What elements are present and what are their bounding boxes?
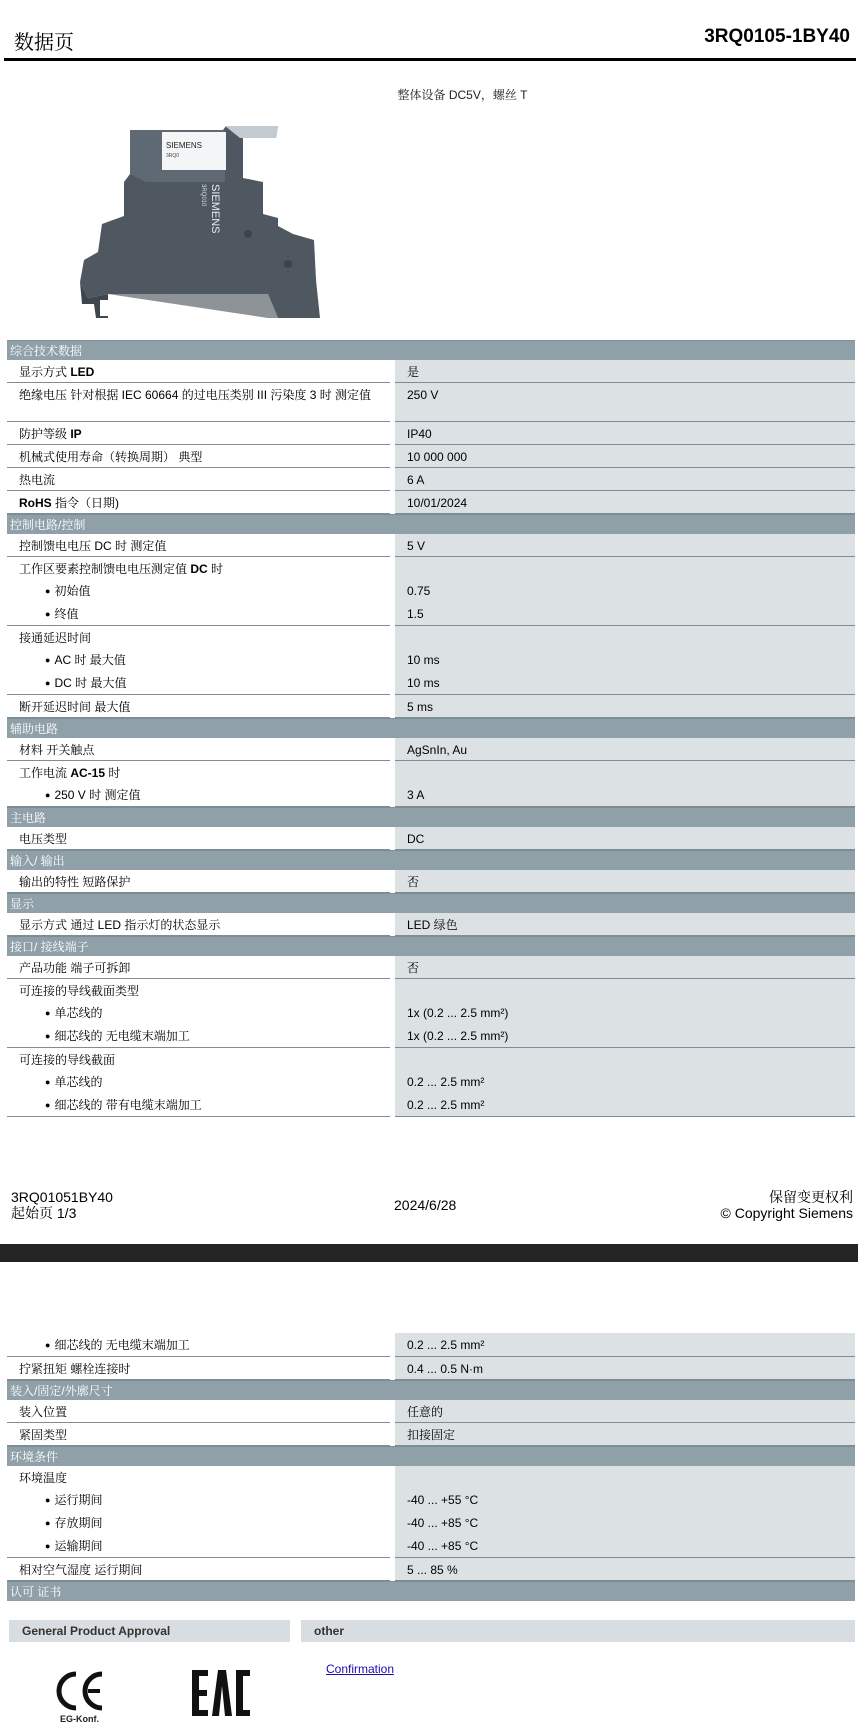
spec-label [7, 1466, 390, 1488]
spec-label-text: 绝缘电压 针对根据 IEC 60664 的过电压类别 III 污染度 3 时 测定值 [19, 388, 372, 402]
spec-value: AgSnIn, Au [395, 738, 855, 761]
product-description: 整体设备 DC5V，螺丝 T [397, 88, 528, 102]
spec-row [7, 445, 855, 468]
spec-label [7, 445, 390, 468]
spec-label [7, 1357, 390, 1380]
spec-label-text: 断开延迟时间 最大值 [19, 700, 131, 714]
spec-row [7, 648, 855, 671]
footer-article: 3RQ01051BY40 [11, 1189, 113, 1205]
spec-label-text: 紧固类型 [19, 1428, 68, 1442]
spec-label-text: 终值 [54, 607, 79, 621]
header-divider [4, 58, 856, 61]
spec-value: 扣接固定 [395, 1423, 855, 1446]
spec-row [7, 557, 855, 579]
spec-value: 10 000 000 [395, 445, 855, 468]
spec-value: 0.2 ... 2.5 mm² [395, 1333, 855, 1357]
spec-label [7, 491, 390, 514]
spec-label [7, 648, 390, 671]
spec-value: 250 V [395, 383, 855, 422]
spec-value: 否 [395, 870, 855, 893]
approval-table-header [9, 1620, 855, 1642]
eac-mark-icon [190, 1668, 252, 1718]
spec-value [395, 1048, 855, 1070]
spec-label [7, 579, 390, 602]
product-model-label: 3RQ0 [166, 153, 180, 159]
spec-label-text: DC [190, 562, 208, 576]
section-header: 环境条件 [7, 1446, 855, 1466]
spec-label-text: 防护等级 [19, 427, 71, 441]
spec-value: 1x (0.2 ... 2.5 mm²) [395, 1001, 855, 1024]
spec-value: -40 ... +85 °C [395, 1511, 855, 1534]
spec-label [7, 1070, 390, 1093]
spec-row [7, 579, 855, 602]
spec-label [7, 534, 390, 557]
spec-row [7, 1093, 855, 1117]
section-header: 主电路 [7, 807, 855, 827]
spec-label [7, 1488, 390, 1511]
page-separator [0, 1244, 858, 1262]
spec-row [7, 695, 855, 718]
footer-page: 起始页 1/3 [11, 1205, 77, 1221]
spec-label-text: 初始值 [54, 584, 91, 598]
spec-label-text: 运输期间 [54, 1539, 103, 1553]
spec-row [7, 1048, 855, 1070]
spec-row [7, 383, 855, 422]
product-side-brand: SIEMENS [209, 184, 221, 234]
spec-label [7, 1400, 390, 1423]
section-header: 装入/固定/外廓尺寸 [7, 1380, 855, 1400]
spec-row [7, 360, 855, 383]
spec-value: 1.5 [395, 602, 855, 626]
spec-label [7, 761, 390, 783]
spec-label [7, 1534, 390, 1558]
spec-label [7, 1001, 390, 1024]
ce-mark-label: EG-Konf. [60, 1714, 99, 1724]
spec-value: 10 ms [395, 648, 855, 671]
spec-value: IP40 [395, 422, 855, 445]
spec-value: LED 绿色 [395, 913, 855, 936]
spec-value: 否 [395, 956, 855, 979]
spec-value [395, 557, 855, 579]
spec-label-text: 显示方式 [19, 365, 71, 379]
footer-copyright: © Copyright Siemens [720, 1205, 853, 1221]
spec-label-text: 输出的特性 短路保护 [19, 875, 131, 889]
approval-col-other: other [301, 1620, 855, 1642]
spec-label [7, 870, 390, 893]
spec-row [7, 783, 855, 807]
spec-label-text: 拧紧扭矩 螺栓连接时 [19, 1362, 131, 1376]
section-header: 辅助电路 [7, 718, 855, 738]
section-header: 输入/ 输出 [7, 850, 855, 870]
product-image [78, 122, 322, 328]
spec-row [7, 1423, 855, 1446]
spec-label-text: 热电流 [19, 473, 56, 487]
spec-label [7, 783, 390, 807]
footer-rights: 保留变更权利 [769, 1189, 853, 1205]
spec-label [7, 383, 390, 422]
spec-row [7, 602, 855, 626]
spec-row [7, 956, 855, 979]
spec-value: -40 ... +55 °C [395, 1488, 855, 1511]
spec-label-text: 电压类型 [19, 832, 68, 846]
spec-label-text: 运行期间 [54, 1493, 103, 1507]
spec-label-text: 单芯线的 [54, 1075, 103, 1089]
spec-row [7, 468, 855, 491]
spec-value: 1x (0.2 ... 2.5 mm²) [395, 1024, 855, 1048]
section-header: 认可 证书 [7, 1581, 855, 1601]
spec-label-text: 环境温度 [19, 1471, 68, 1485]
product-side-model: 3RQ010 [200, 184, 206, 207]
page-header [0, 0, 858, 62]
approval-col-general: General Product Approval [9, 1620, 290, 1642]
spec-label [7, 422, 390, 445]
spec-label [7, 695, 390, 718]
spec-row [7, 827, 855, 850]
spec-row [7, 1400, 855, 1423]
spec-label [7, 626, 390, 648]
spec-row [7, 534, 855, 557]
spec-label [7, 1024, 390, 1048]
spec-value: 0.2 ... 2.5 mm² [395, 1093, 855, 1117]
spec-row [7, 1534, 855, 1558]
spec-row [7, 738, 855, 761]
spec-label-text: 指令（日期) [51, 496, 120, 510]
spec-label-text: 250 V 时 测定值 [54, 788, 141, 802]
spec-value [395, 626, 855, 648]
spec-label [7, 913, 390, 936]
spec-label-text: 可连接的导线截面类型 [19, 984, 140, 998]
spec-label [7, 671, 390, 695]
section-header: 控制电路/控制 [7, 514, 855, 534]
spec-label-text: 存放期间 [54, 1516, 103, 1530]
spec-value: 0.2 ... 2.5 mm² [395, 1070, 855, 1093]
datasheet-title: 数据页 [14, 32, 74, 54]
spec-label-text: 相对空气湿度 运行期间 [19, 1563, 143, 1577]
spec-value: 3 A [395, 783, 855, 807]
spec-label-text: LED [70, 365, 95, 379]
spec-label-text: 接通延迟时间 [19, 631, 92, 645]
spec-label-text: 显示方式 通过 LED 指示灯的状态显示 [19, 918, 221, 932]
footer-date: 2024/6/28 [394, 1197, 457, 1213]
spec-row [7, 913, 855, 936]
spec-label-text: 可连接的导线截面 [19, 1053, 116, 1067]
confirmation-link[interactable]: Confirmation [326, 1662, 395, 1676]
spec-row [7, 761, 855, 783]
spec-value: 0.4 ... 0.5 N·m [395, 1357, 855, 1380]
spec-label-text: AC 时 最大值 [54, 653, 126, 667]
spec-label [7, 1558, 390, 1581]
spec-label [7, 360, 390, 383]
spec-value: 10 ms [395, 671, 855, 695]
spec-label-text: 细芯线的 带有电缆末端加工 [54, 1098, 202, 1112]
ce-mark-icon [52, 1668, 112, 1724]
spec-label-text: 装入位置 [19, 1405, 68, 1419]
spec-label [7, 602, 390, 626]
spec-label [7, 557, 390, 579]
spec-row [7, 626, 855, 648]
spec-label-text: RoHS [19, 496, 52, 510]
spec-label-text: 细芯线的 无电缆末端加工 [54, 1338, 190, 1352]
spec-label [7, 1333, 390, 1357]
spec-value: 6 A [395, 468, 855, 491]
spec-row [7, 671, 855, 695]
spec-row [7, 1488, 855, 1511]
product-brand-label: SIEMENS [166, 141, 203, 150]
spec-row [7, 1024, 855, 1048]
section-header: 接口/ 接线端子 [7, 936, 855, 956]
spec-label [7, 1423, 390, 1446]
spec-value: 5 ms [395, 695, 855, 718]
spec-label [7, 1511, 390, 1534]
spec-row [7, 1070, 855, 1093]
spec-label-text: IP [70, 427, 82, 441]
spec-label-text: 工作区要素控制馈电电压测定值 [19, 562, 191, 576]
spec-label [7, 956, 390, 979]
spec-value: 10/01/2024 [395, 491, 855, 514]
spec-row [7, 491, 855, 514]
spec-row [7, 979, 855, 1001]
spec-table-page2 [7, 1333, 855, 1601]
spec-label-text: 机械式使用寿命（转换周期） 典型 [19, 450, 203, 464]
spec-label-text: AC-15 [70, 766, 106, 780]
footer-left [11, 1189, 113, 1221]
spec-label-text: DC 时 最大值 [54, 676, 127, 690]
spec-row [7, 1357, 855, 1380]
spec-row [7, 1466, 855, 1488]
spec-label-text: 时 [207, 562, 224, 576]
spec-value: 任意的 [395, 1400, 855, 1423]
spec-row [7, 1333, 855, 1357]
spec-value: 5 ... 85 % [395, 1558, 855, 1581]
spec-label-text: 产品功能 端子可拆卸 [19, 961, 131, 975]
spec-label-text: 工作电流 [19, 766, 71, 780]
spec-label-text: 控制馈电电压 DC 时 测定值 [19, 539, 167, 553]
spec-row [7, 870, 855, 893]
spec-value: DC [395, 827, 855, 850]
spec-value [395, 979, 855, 1001]
spec-row [7, 1511, 855, 1534]
spec-label-text: 单芯线的 [54, 1006, 103, 1020]
spec-label-text: 细芯线的 无电缆末端加工 [54, 1029, 190, 1043]
section-header: 综合技术数据 [7, 340, 855, 360]
section-header: 显示 [7, 893, 855, 913]
spec-table-page1 [7, 340, 855, 1117]
order-number: 3RQ0105-1BY40 [704, 26, 850, 47]
spec-value: 5 V [395, 534, 855, 557]
spec-label-text: 时 [105, 766, 121, 780]
spec-value: 0.75 [395, 579, 855, 602]
spec-label [7, 979, 390, 1001]
spec-label [7, 468, 390, 491]
spec-row [7, 422, 855, 445]
footer-right [721, 1189, 853, 1221]
spec-value: -40 ... +85 °C [395, 1534, 855, 1558]
spec-value [395, 761, 855, 783]
spec-label [7, 1048, 390, 1070]
spec-label [7, 738, 390, 761]
spec-row [7, 1558, 855, 1581]
spec-label [7, 1093, 390, 1117]
spec-row [7, 1001, 855, 1024]
spec-value: 是 [395, 360, 855, 383]
spec-value [395, 1466, 855, 1488]
spec-label-text: 材料 开关触点 [19, 743, 95, 757]
spec-label [7, 827, 390, 850]
